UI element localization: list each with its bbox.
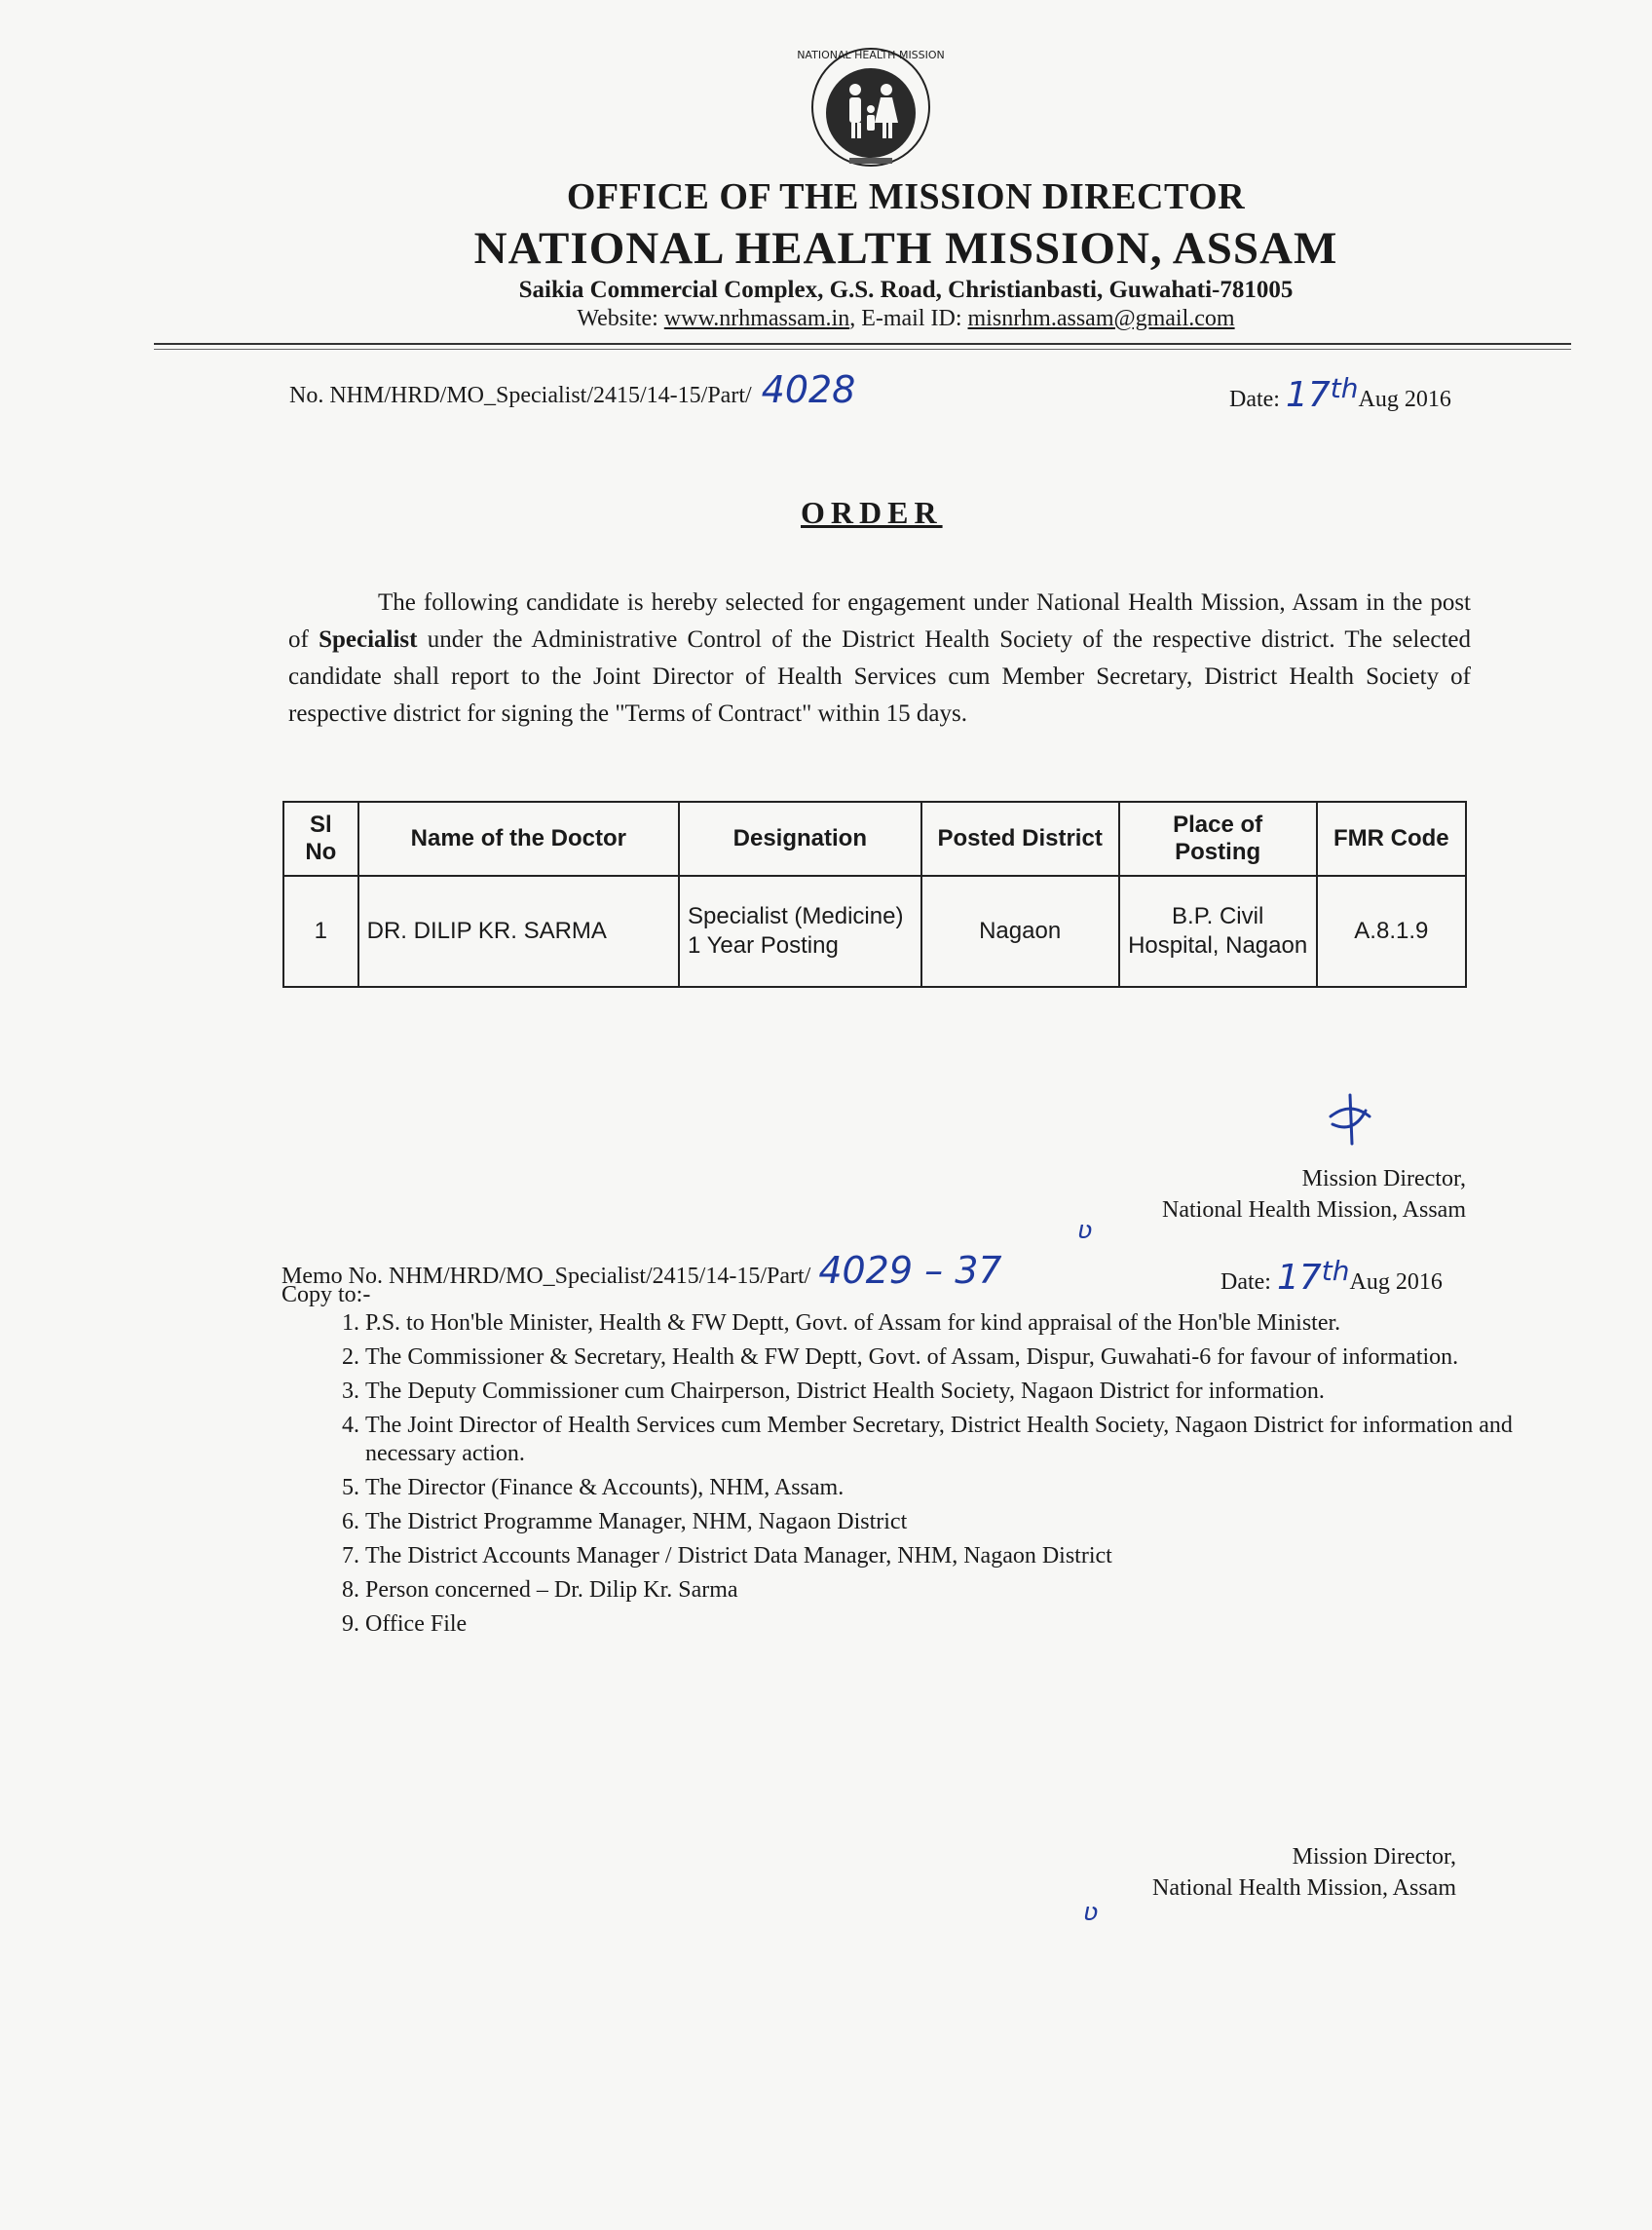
list-item: 5. The Director (Finance & Accounts), NHM, Assam. — [365, 1474, 1530, 1502]
copy-to-label: Copy to:- — [282, 1282, 371, 1307]
memo-date-label: Date: — [1220, 1269, 1277, 1295]
date-suffix-handwritten: th — [1330, 372, 1359, 404]
list-item: 1. P.S. to Hon'ble Minister, Health & FW Deptt, Govt. of Assam for kind appraisal of the Hon'ble Minister. — [365, 1309, 1530, 1338]
list-item: 9. Office File — [365, 1610, 1530, 1639]
col-doctor-name: Name of the Doctor — [358, 802, 679, 876]
initial-mark-icon: ʋ — [1083, 1898, 1099, 1927]
cell-doctor-name: DR. DILIP KR. SARMA — [358, 876, 679, 987]
list-item: 8. Person concerned – Dr. Dilip Kr. Sarma — [365, 1576, 1530, 1605]
col-place-of-posting: Place of Posting — [1119, 802, 1317, 876]
contact-line — [0, 306, 1652, 332]
svg-text:NATIONAL HEALTH MISSION: NATIONAL HEALTH MISSION — [797, 49, 945, 61]
website-link[interactable]: www.nrhmassam.in — [663, 306, 850, 331]
col-fmr-code: FMR Code — [1317, 802, 1466, 876]
order-paragraph — [288, 585, 1471, 733]
list-item: 3. The Deputy Commissioner cum Chairperson, District Health Society, Nagaon District for information. — [365, 1378, 1530, 1406]
paragraph-part-1: The following candidate is hereby selected for engagement under National Health Mission, Assam in the post of — [288, 589, 1471, 653]
office-address: Saikia Commercial Complex, G.S. Road, Christianbasti, Guwahati-781005 — [518, 277, 1294, 303]
memo-date-day-handwritten: 17 — [1276, 1258, 1322, 1298]
table-header-row — [283, 802, 1466, 876]
header-divider-thin — [154, 349, 1571, 350]
col-posted-district: Posted District — [921, 802, 1119, 876]
signatory-title: Mission Director, — [1301, 1166, 1466, 1191]
list-item: 2. The Commissioner & Secretary, Health & FW Deptt, Govt. of Assam, Dispur, Guwahati-6 for favour of information. — [365, 1343, 1530, 1372]
reference-prefix: No. NHM/HRD/MO_Specialist/2415/14-15/Part/ — [289, 383, 752, 408]
handwritten-signature — [1321, 1091, 1379, 1150]
signatory-block-1 — [974, 1163, 1466, 1226]
list-item: 7. The District Accounts Manager / District Data Manager, NHM, Nagaon District — [365, 1542, 1530, 1570]
col-sl-no: Sl No — [283, 802, 358, 876]
list-item: 4. The Joint Director of Health Services cum Member Secretary, District Health Society, Nagaon District for information and necessary action. — [365, 1412, 1530, 1468]
email-label: , E-mail ID: — [849, 306, 968, 331]
signatory-title: Mission Director, — [1292, 1844, 1456, 1870]
organization-name: NATIONAL HEALTH MISSION, ASSAM — [473, 223, 1338, 274]
website-label: Website: — [577, 306, 664, 331]
cell-sl-no: 1 — [283, 876, 358, 987]
memo-number — [282, 1249, 1002, 1292]
table-row — [283, 876, 1466, 987]
date-rest: Aug 2016 — [1358, 387, 1451, 412]
initial-mark-icon: ʋ — [1077, 1216, 1093, 1245]
paragraph-post-name: Specialist — [319, 626, 418, 653]
memo-date — [1220, 1255, 1443, 1298]
date-label: Date: — [1229, 387, 1286, 412]
header-divider — [154, 343, 1571, 345]
nhm-logo — [795, 37, 947, 173]
email-link[interactable]: misnrhm.assam@gmail.com — [967, 306, 1235, 331]
order-date — [1229, 372, 1451, 415]
order-heading: ORDER — [801, 495, 943, 530]
memo-date-rest: Aug 2016 — [1349, 1269, 1443, 1295]
candidate-table — [282, 801, 1467, 988]
cell-fmr-code: A.8.1.9 — [1317, 876, 1466, 987]
copy-recipients-list — [317, 1309, 1530, 1644]
cell-place-of-posting: B.P. Civil Hospital, Nagaon — [1119, 876, 1317, 987]
list-item: 6. The District Programme Manager, NHM, Nagaon District — [365, 1508, 1530, 1536]
signatory-organization: National Health Mission, Assam — [1162, 1197, 1466, 1223]
memo-prefix: Memo No. NHM/HRD/MO_Specialist/2415/14-15/Part/ — [282, 1264, 811, 1289]
memo-handwritten-number: 4029 – 37 — [818, 1249, 1002, 1292]
col-designation: Designation — [679, 802, 921, 876]
signatory-block-2 — [974, 1841, 1456, 1904]
cell-designation: Specialist (Medicine) 1 Year Posting — [679, 876, 921, 987]
cell-posted-district: Nagaon — [921, 876, 1119, 987]
paragraph-part-2: under the Administrative Control of the District Health Society of the respective district. The selected candidate shall report to the Joint Director of Health Services cum Member Secretary, District Health Society of respective district for signing the "Terms of Contract" within 15 days. — [288, 626, 1471, 727]
memo-date-suffix-handwritten: th — [1321, 1255, 1350, 1287]
reference-handwritten-number: 4028 — [761, 368, 856, 411]
date-day-handwritten: 17 — [1285, 375, 1331, 415]
office-title: OFFICE OF THE MISSION DIRECTOR — [566, 176, 1246, 217]
reference-number — [289, 368, 855, 411]
signatory-organization: National Health Mission, Assam — [1152, 1875, 1456, 1901]
